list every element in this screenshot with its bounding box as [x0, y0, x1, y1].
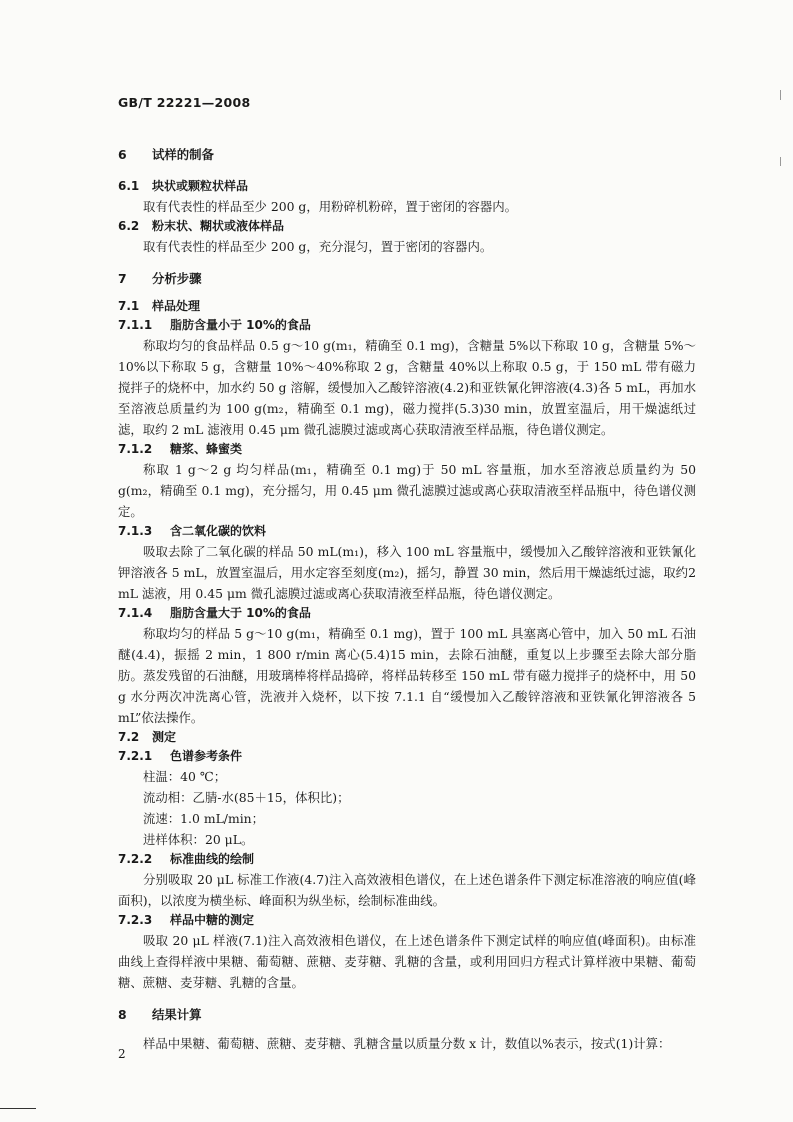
section-6-2-body: 取有代表性的样品至少 200 g，充分混匀，置于密闭的容器内。: [143, 239, 493, 254]
section-7-1-1-body: 称取均匀的食品样品 0.5 g～10 g(m₁，精确至 0.1 mg)，含糖量 5%以下称取 10 g，含糖量 5%～10%以下称取 5 g，含糖量 10%～40%称取 2 g，含糖量 40%以上称取 0.5 g，于 150 mL 带有磁力搅拌子的烧杯中，加水约 50 g 溶解，缓慢加入乙酸锌溶液(4.2)和亚铁氰化钾溶液(4.3)各 5 mL，再加水至溶液总质量约为 100 g(m₂，精确至 0.1 mg)，磁力搅拌(5.3)30 min，放置室温后，用干燥滤纸过滤，取约 2 mL 滤液用 0.45 μm 微孔滤膜过滤或离心获取清液至样品瓶，待色谱仪测定。: [118, 338, 696, 437]
footer-rule: [0, 1108, 36, 1109]
section-7-2-3-body: 吸取 20 μL 样液(7.1)注入高效液相色谱仪，在上述色谱条件下测定试样的响应值(峰面积)。由标准曲线上查得样液中果糖、葡萄糖、蔗糖、麦芽糖、乳糖的含量，或利用回归方程式计算样液中果糖、葡萄糖、蔗糖、麦芽糖、乳糖的含量。: [118, 933, 696, 990]
section-7-1-4-body: 称取均匀的样品 5 g～10 g(m₁，精确至 0.1 mg)，置于 100 mL 具塞离心管中，加入 50 mL 石油醚(4.4)，振摇 2 min，1 800 r/min 离心(5.4)15 min，去除石油醚，重复以上步骤至去除大部分脂肪。蒸发残留的石油醚，用玻璃棒将样品捣碎，将样品转移至 150 mL 带有磁力搅拌子的烧杯中，用 50 g 水分两次冲洗离心管，洗液并入烧杯，以下按 7.1.1 自“缓慢加入乙酸锌溶液和亚铁氰化钾溶液各 5 mL”依法操作。: [118, 626, 696, 725]
condition-injection-volume: 进样体积：20 μL。: [143, 832, 254, 847]
section-7-2-1-heading: 7.2.1 色谱参考条件: [118, 749, 243, 763]
document-body: [118, 145, 696, 1054]
section-7-heading: 7 分析步骤: [118, 271, 202, 286]
section-6-1-body: 取有代表性的样品至少 200 g，用粉碎机粉碎，置于密闭的容器内。: [143, 199, 518, 214]
section-7-1-3-heading: 7.1.3 含二氧化碳的饮料: [118, 524, 267, 538]
scan-mark: [780, 90, 781, 100]
section-7-1-2-heading: 7.1.2 糖浆、蜂蜜类: [118, 442, 243, 456]
section-6-heading: 6 试样的制备: [118, 147, 214, 162]
section-6-1-heading: 6.1 块状或颗粒状样品: [118, 179, 249, 193]
section-8-body: 样品中果糖、葡萄糖、蔗糖、麦芽糖、乳糖含量以质量分数 x 计，数值以%表示，按式(1)计算：: [143, 1036, 671, 1051]
condition-mobile-phase: 流动相：乙腈-水(85＋15，体积比)；: [143, 790, 350, 805]
standard-code: GB/T 22221—2008: [118, 95, 251, 110]
condition-flow-rate: 流速：1.0 mL/min；: [143, 811, 265, 826]
section-7-2-heading: 7.2 测定: [118, 730, 177, 744]
section-7-2-2-heading: 7.2.2 标准曲线的绘制: [118, 852, 255, 866]
section-7-1-2-body: 称取 1 g～2 g 均匀样品(m₁，精确至 0.1 mg)于 50 mL 容量瓶，加水至溶液总质量约为 50 g(m₂，精确至 0.1 mg)，充分摇匀，用 0.45 μm 微孔滤膜过滤或离心获取清液至样品瓶中，待色谱仪测定。: [118, 462, 696, 519]
section-7-1-4-heading: 7.1.4 脂肪含量大于 10%的食品: [118, 606, 311, 620]
section-7-1-heading: 7.1 样品处理: [118, 299, 201, 313]
condition-column-temp: 柱温：40 ℃；: [143, 769, 227, 784]
section-6-2-heading: 6.2 粉末状、糊状或液体样品: [118, 219, 285, 233]
section-7-2-3-heading: 7.2.3 样品中糖的测定: [118, 913, 255, 927]
scan-mark: [780, 157, 781, 166]
section-8-heading: 8 结果计算: [118, 1007, 202, 1022]
section-7-2-2-body: 分别吸取 20 μL 标准工作液(4.7)注入高效液相色谱仪，在上述色谱条件下测定标准溶液的响应值(峰面积)，以浓度为横坐标、峰面积为纵坐标，绘制标准曲线。: [118, 872, 696, 908]
section-7-1-1-heading: 7.1.1 脂肪含量小于 10%的食品: [118, 318, 311, 332]
page-number: 2: [118, 1047, 126, 1061]
section-7-1-3-body: 吸取去除了二氧化碳的样品 50 mL(m₁)，移入 100 mL 容量瓶中，缓慢加入乙酸锌溶液和亚铁氰化钾溶液各 5 mL，放置室温后，用水定容至刻度(m₂)，摇匀，静置 30 min，然后用干燥滤纸过滤，取约2 mL 滤液，用 0.45 μm 微孔滤膜过滤或离心获取清液至样品瓶，待色谱仪测定。: [118, 544, 696, 601]
